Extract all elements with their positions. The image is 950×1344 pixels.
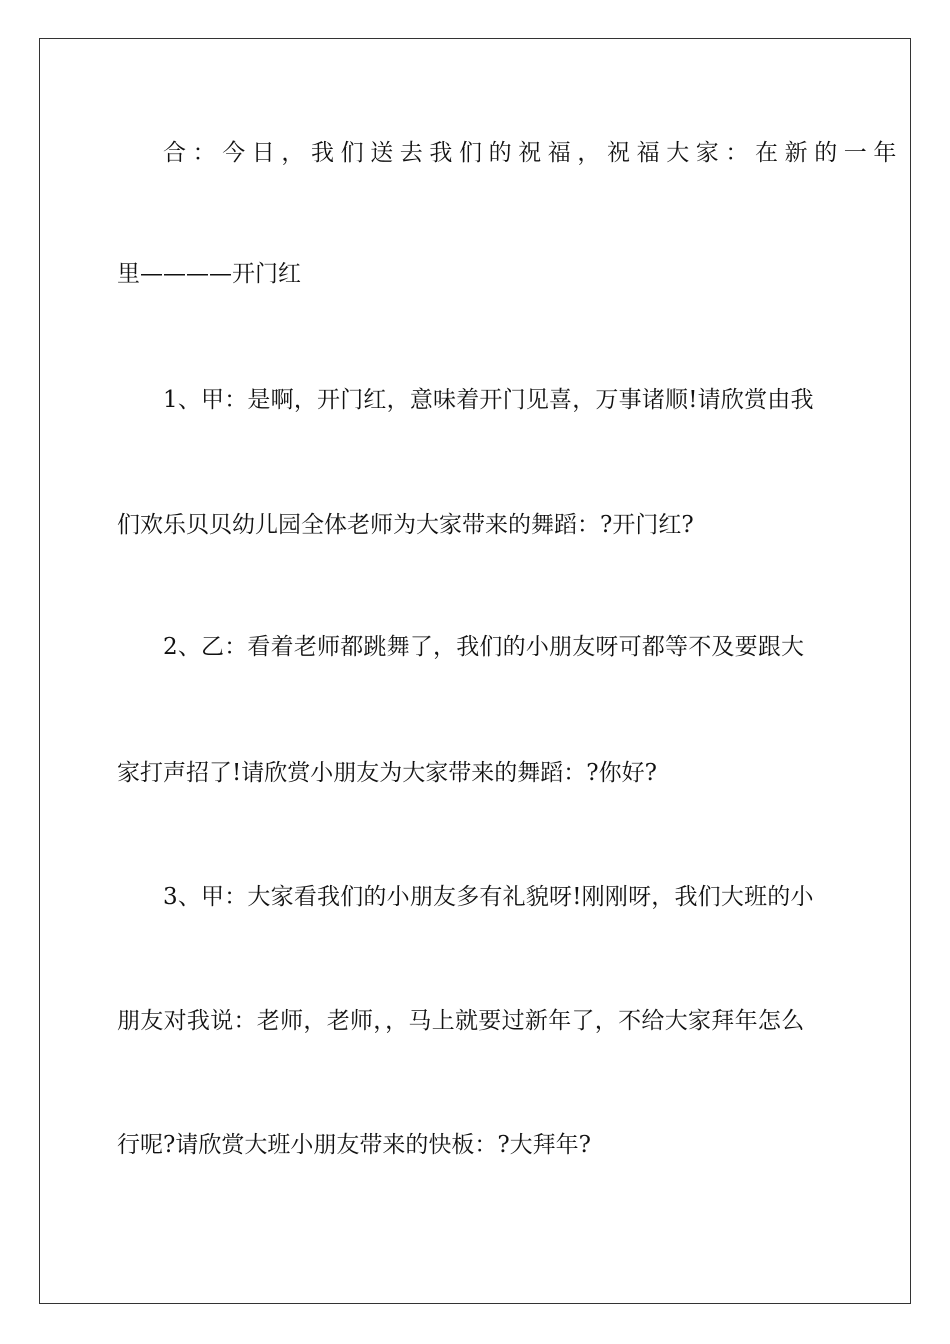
text-line-9: 行呢?请欣赏大班小朋友带来的快板：?大拜年?	[117, 1132, 591, 1158]
text-line-4: 们欢乐贝贝幼儿园全体老师为大家带来的舞蹈：?开门红?	[117, 512, 694, 538]
text-line-3: 1、甲：是啊，开门红，意味着开门见喜，万事诸顺!请欣赏由我	[163, 387, 814, 413]
page-border	[39, 38, 911, 1304]
text-line-8: 朋友对我说：老师，老师，，马上就要过新年了，不给大家拜年怎么	[117, 1008, 805, 1034]
text-line-5: 2、乙：看着老师都跳舞了，我们的小朋友呀可都等不及要跟大	[163, 634, 805, 660]
text-line-6: 家打声招了!请欣赏小朋友为大家带来的舞蹈：?你好?	[117, 760, 657, 786]
text-line-7: 3、甲：大家看我们的小朋友多有礼貌呀!刚刚呀，我们大班的小	[163, 884, 814, 910]
text-line-1: 合：今日，我们送去我们的祝福，祝福大家：在新的一年	[163, 140, 903, 166]
text-line-2: 里————开门红	[117, 261, 301, 287]
